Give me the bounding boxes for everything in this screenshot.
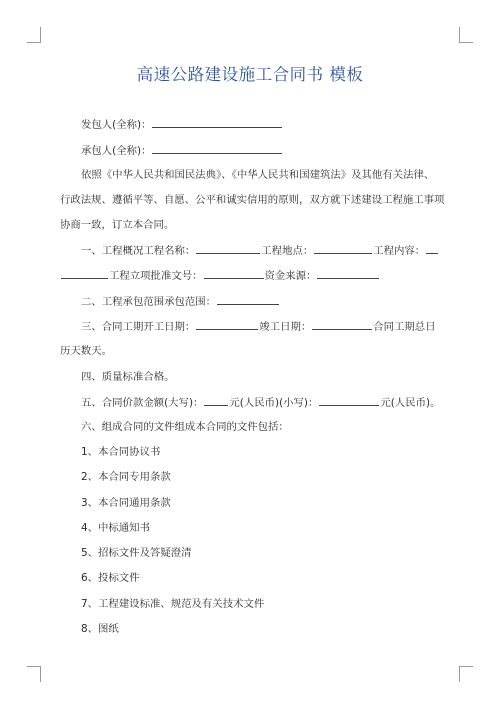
approval-number-blank[interactable] <box>204 268 264 279</box>
contractor-field <box>81 143 466 158</box>
doc-item-7: 7、工程建设标准、规范及有关技术文件 <box>81 598 265 610</box>
price-figures-label: 元(人民币)(小写)： <box>229 397 319 409</box>
price-unit-label: 元(人民币)。 <box>380 397 441 409</box>
total-days-label: 合同工期总日 <box>373 321 436 333</box>
intro-line-3: 协商一致，订立本合同。 <box>60 219 175 231</box>
completion-date-label: 竣工日期： <box>259 321 312 333</box>
doc-item-8: 8、图纸 <box>81 623 119 635</box>
section-6: 六、组成合同的文件组成本合同的文件包括： <box>81 421 289 433</box>
section-1-line-2 <box>60 268 445 283</box>
doc-item-4: 4、中标通知书 <box>81 522 150 534</box>
doc-item-2: 2、本合同专用条款 <box>81 471 171 483</box>
employer-blank[interactable] <box>152 117 282 128</box>
section-2 <box>81 294 466 309</box>
doc-item-3: 3、本合同通用条款 <box>81 497 171 509</box>
document-title: 高速公路建设施工合同书 模板 <box>136 65 364 84</box>
doc-item-1: 1、本合同协议书 <box>81 446 161 458</box>
section-3-line-1 <box>81 319 466 334</box>
price-words-blank[interactable] <box>204 395 228 406</box>
doc-item-6: 6、投标文件 <box>81 572 140 584</box>
fund-source-blank[interactable] <box>317 268 379 279</box>
completion-date-blank[interactable] <box>312 319 372 330</box>
project-content-label: 工程内容： <box>373 245 426 257</box>
section-5 <box>81 395 466 410</box>
start-date-blank[interactable] <box>196 319 258 330</box>
scope-blank[interactable] <box>217 294 279 305</box>
approval-number-label: 工程立项批准文号： <box>109 270 203 282</box>
scope-label: 二、工程承包范围承包范围： <box>81 296 217 308</box>
project-name-blank[interactable] <box>196 243 260 254</box>
contractor-label: 承包人(全称)： <box>81 145 152 157</box>
price-words-label: 五、合同价款金额(大写)： <box>81 397 204 409</box>
project-location-blank[interactable] <box>314 243 372 254</box>
project-location-label: 工程地点： <box>261 245 314 257</box>
section-4: 四、质量标准合格。 <box>81 371 175 383</box>
intro-line-2: 行政法规、遵循平等、自愿、公平和诚实信用的原则，双方就下述建设工程施工事项 <box>60 194 445 206</box>
project-name-label: 一、工程概况工程名称： <box>81 245 196 257</box>
fund-source-label: 资金来源： <box>264 270 317 282</box>
section-3-line-2: 历天数天。 <box>60 345 112 357</box>
start-date-label: 三、合同工期开工日期： <box>81 321 196 333</box>
project-content-blank-cont[interactable] <box>61 268 108 279</box>
price-figures-blank[interactable] <box>319 395 379 406</box>
contractor-blank[interactable] <box>152 143 282 154</box>
section-1-line-1 <box>81 243 466 258</box>
intro-line-1: 依照《中华人民共和国民法典》、《中华人民共和国建筑法》及其他有关法律、 <box>81 169 435 181</box>
doc-item-5: 5、招标文件及答疑澄清 <box>81 547 192 559</box>
employer-label: 发包人(全称)： <box>81 119 152 131</box>
employer-field <box>81 117 466 132</box>
project-content-blank[interactable] <box>426 243 438 254</box>
